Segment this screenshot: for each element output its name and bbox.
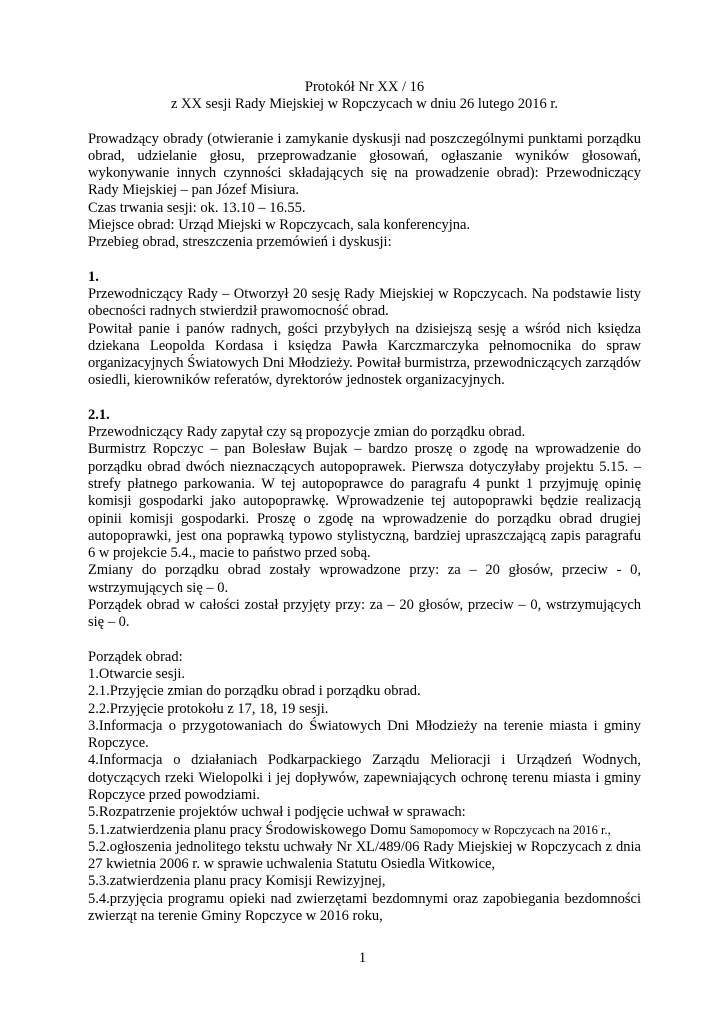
section-2-1-paragraph-3: Zmiany do porządku obrad zostały wprowadzone przy: za – 20 głosów, przeciw - 0, wstrzymujących się – 0. [88, 562, 641, 596]
page-number: 1 [358, 950, 367, 966]
agenda-heading: Porządek obrad: [88, 648, 183, 665]
section-2-1-paragraph-1: Przewodniczący Rady zapytał czy są propozycje zmian do porządku obrad. [88, 424, 526, 441]
place-line: Miejsce obrad: Urząd Miejski w Ropczycach, sala konferencyjna. [88, 217, 471, 234]
chair-paragraph: Prowadzący obrady (otwieranie i zamykanie dyskusji nad poszczególnymi punktami porządku obrad, udzielanie głosu, przeprowadzanie głosowań, ogłaszanie wyników głosowań, wykonywanie innych czynności składających się na prowadzenie obrad): Przewodniczący Rady Miejskiej – pan Józef Misiura. [88, 130, 641, 199]
agenda-item: 5.Rozpatrzenie projektów uchwał i podjęcie uchwał w sprawach: [88, 804, 466, 821]
section-1-heading: 1. [88, 268, 99, 285]
agenda-item: 2.1.Przyjęcie zmian do porządku obrad i porządku obrad. [88, 683, 421, 700]
agenda-item: 5.2.ogłoszenia jednolitego tekstu uchwały Nr XL/489/06 Rady Miejskiej w Ropczycach z dnia 27 kwietnia 2006 r. w sprawie uchwalenia Statutu Osiedla Witkowice, [88, 838, 641, 873]
agenda-item: 3.Informacja o przygotowaniach do Światowych Dni Młodzieży na terenie miasta i gminy Ropczyce. [88, 717, 641, 752]
agenda-item: 5.4.przyjęcia programu opieki nad zwierzętami bezdomnymi oraz zapobiegania bezdomności zwierząt na terenie Gminy Ropczyce w 2016 roku, [88, 890, 641, 925]
agenda-item [88, 822, 641, 839]
document-body [88, 79, 641, 925]
agenda-item-text: 5.1.zatwierdzenia planu pracy Środowiskowego Domu [88, 821, 410, 838]
course-line: Przebieg obrad, streszczenia przemówień i dyskusji: [88, 234, 392, 251]
agenda-item-small-text: Samopomocy w Ropczycach na 2016 r., [409, 822, 611, 837]
duration-line: Czas trwania sesji: ok. 13.10 – 16.55. [88, 199, 306, 216]
section-1-paragraph-1: Przewodniczący Rady – Otworzył 20 sesję Rady Miejskiej w Ropczycach. Na podstawie listy obecności radnych stwierdził prawomocność obrad. [88, 285, 641, 320]
document-title: Protokół Nr XX / 16 [304, 79, 425, 95]
section-1-paragraph-2: Powitał panie i panów radnych, gości przybyłych na dzisiejszą sesję a wśród nich księdza dziekana Leopolda Kordasa i księdza Pawła Karczmarczyka pełnomocnika do spraw organizacyjnych Światowych Dni Młodzieży. Powitał burmistrza, przewodniczących zarządów osiedli, kierowników referatów, dyrektorów jednostek organizacyjnych. [88, 320, 641, 389]
document-subtitle: z XX sesji Rady Miejskiej w Ropczycach w dniu 26 lutego 2016 r. [170, 96, 558, 113]
agenda-item: 4.Informacja o działaniach Podkarpackiego Zarządu Melioracji i Urządzeń Wodnych, dotyczących rzeki Wielopolki i jej dopływów, zapewniających ochronę terenu miasta i gminy Ropczyce przed powodziami. [88, 752, 641, 803]
agenda-item: 2.2.Przyjęcie protokołu z 17, 18, 19 sesji. [88, 700, 329, 717]
section-2-1-paragraph-4: Porządek obrad w całości został przyjęty przy: za – 20 głosów, przeciw – 0, wstrzymujących się – 0. [88, 597, 641, 631]
agenda-item: 5.3.zatwierdzenia planu pracy Komisji Rewizyjnej, [88, 873, 386, 890]
section-2-1-heading: 2.1. [88, 406, 110, 423]
agenda-item: 1.Otwarcie sesji. [88, 665, 186, 682]
section-2-1-paragraph-2: Burmistrz Ropczyc – pan Bolesław Bujak – bardzo proszę o zgodę na wprowadzenie do porządku obrad dwóch nieznaczących autopoprawek. Pierwsza dotyczyłaby projektu 5.15. – strefy płatnego parkowania. W tej autopoprawce do paragrafu 4 punkt 1 przyjmuję opinię komisji gospodarki jako autopoprawkę. Wprowadzenie tej autopoprawki będzie realizacją opinii komisji gospodarki. Proszę o zgodę na wprowadzenie do porządku obrad drugiej autopoprawki, jest ona poprawką typowo stylistyczną, bardziej upraszczającą zapis paragrafu 6 w projekcie 5.4., macie to państwo przed sobą. [88, 441, 641, 562]
